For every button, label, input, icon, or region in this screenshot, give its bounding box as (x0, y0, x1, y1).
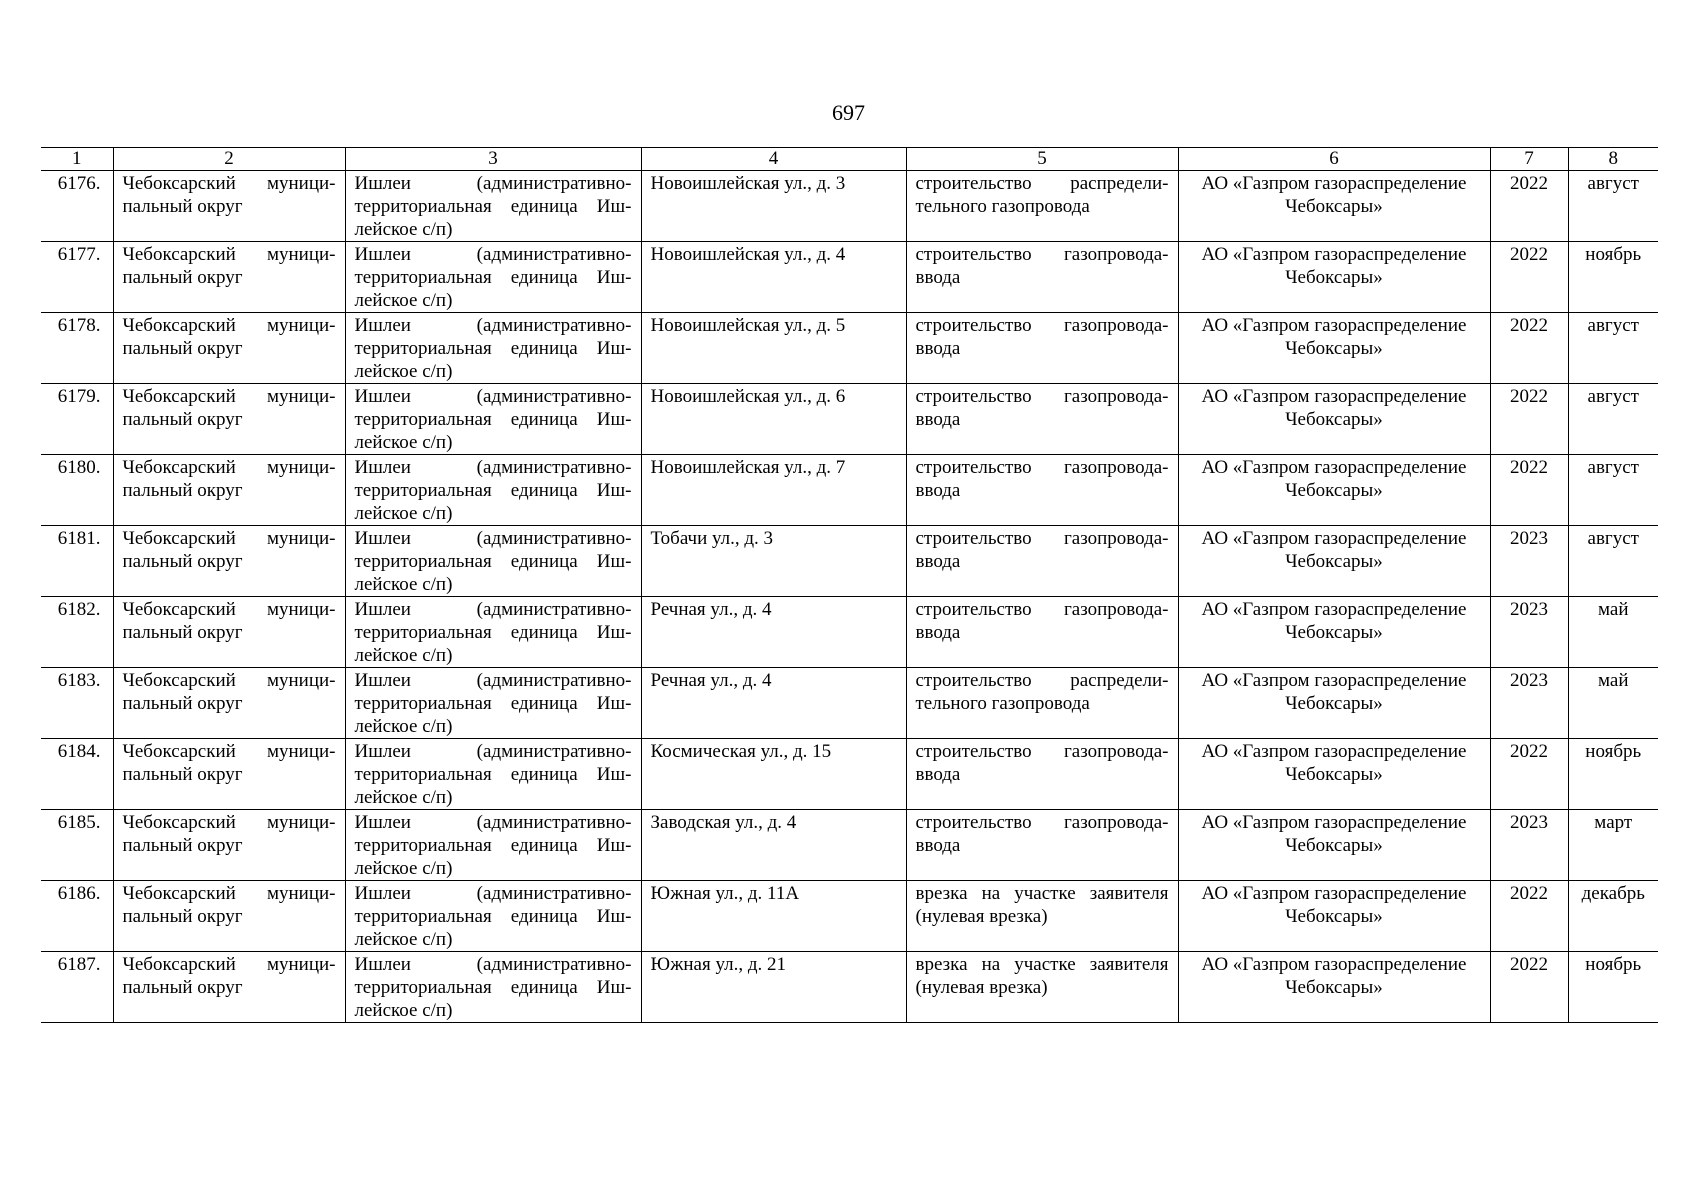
month-cell: май (1568, 597, 1658, 668)
year-cell: 2022 (1490, 881, 1568, 952)
district-cell: Чебоксарский муници-пальный округ (113, 171, 345, 242)
address-cell: Южная ул., д. 11А (641, 881, 906, 952)
row-number-cell: 6185. (41, 810, 113, 881)
organization-cell: АО «Газпром газораспределение Чебоксары» (1178, 810, 1490, 881)
address-cell: Южная ул., д. 21 (641, 952, 906, 1023)
table-body (41, 171, 1658, 1023)
year-cell: 2023 (1490, 597, 1568, 668)
table-header (41, 148, 1658, 171)
table-row (41, 881, 1658, 952)
registry-table (41, 147, 1658, 1023)
table-row (41, 810, 1658, 881)
column-header: 5 (906, 148, 1178, 171)
month-cell: ноябрь (1568, 952, 1658, 1023)
table-row (41, 952, 1658, 1023)
organization-cell: АО «Газпром газораспределение Чебоксары» (1178, 739, 1490, 810)
settlement-cell: Ишлеи (административно-территориальная единица Иш-лейское с/п) (345, 313, 641, 384)
month-cell: август (1568, 384, 1658, 455)
month-cell: август (1568, 171, 1658, 242)
table-row (41, 384, 1658, 455)
table-row (41, 668, 1658, 739)
page-number: 697 (832, 100, 865, 125)
row-number-cell: 6176. (41, 171, 113, 242)
district-cell: Чебоксарский муници-пальный округ (113, 455, 345, 526)
district-cell: Чебоксарский муници-пальный округ (113, 881, 345, 952)
organization-cell: АО «Газпром газораспределение Чебоксары» (1178, 242, 1490, 313)
organization-cell: АО «Газпром газораспределение Чебоксары» (1178, 881, 1490, 952)
work-type-cell: строительство газопровода-ввода (906, 810, 1178, 881)
organization-cell: АО «Газпром газораспределение Чебоксары» (1178, 668, 1490, 739)
district-cell: Чебоксарский муници-пальный округ (113, 597, 345, 668)
settlement-cell: Ишлеи (административно-территориальная единица Иш-лейское с/п) (345, 739, 641, 810)
column-header: 1 (41, 148, 113, 171)
work-type-cell: строительство газопровода-ввода (906, 597, 1178, 668)
district-cell: Чебоксарский муници-пальный округ (113, 526, 345, 597)
district-cell: Чебоксарский муници-пальный округ (113, 739, 345, 810)
year-cell: 2022 (1490, 242, 1568, 313)
column-header: 2 (113, 148, 345, 171)
work-type-cell: врезка на участке заявителя (нулевая врезка) (906, 952, 1178, 1023)
table-row (41, 526, 1658, 597)
year-cell: 2023 (1490, 810, 1568, 881)
work-type-cell: строительство газопровода-ввода (906, 313, 1178, 384)
address-cell: Речная ул., д. 4 (641, 668, 906, 739)
district-cell: Чебоксарский муници-пальный округ (113, 668, 345, 739)
work-type-cell: строительство газопровода-ввода (906, 242, 1178, 313)
year-cell: 2023 (1490, 668, 1568, 739)
table-row (41, 739, 1658, 810)
district-cell: Чебоксарский муници-пальный округ (113, 242, 345, 313)
table-row (41, 171, 1658, 242)
settlement-cell: Ишлеи (административно-территориальная единица Иш-лейское с/п) (345, 242, 641, 313)
table-row (41, 313, 1658, 384)
address-cell: Речная ул., д. 4 (641, 597, 906, 668)
work-type-cell: строительство газопровода-ввода (906, 739, 1178, 810)
organization-cell: АО «Газпром газораспределение Чебоксары» (1178, 313, 1490, 384)
settlement-cell: Ишлеи (административно-территориальная единица Иш-лейское с/п) (345, 455, 641, 526)
organization-cell: АО «Газпром газораспределение Чебоксары» (1178, 597, 1490, 668)
row-number-cell: 6178. (41, 313, 113, 384)
work-type-cell: врезка на участке заявителя (нулевая врезка) (906, 881, 1178, 952)
year-cell: 2022 (1490, 171, 1568, 242)
month-cell: декабрь (1568, 881, 1658, 952)
column-header: 3 (345, 148, 641, 171)
month-cell: март (1568, 810, 1658, 881)
column-header: 7 (1490, 148, 1568, 171)
month-cell: август (1568, 313, 1658, 384)
organization-cell: АО «Газпром газораспределение Чебоксары» (1178, 526, 1490, 597)
work-type-cell: строительство газопровода-ввода (906, 384, 1178, 455)
address-cell: Новоишлейская ул., д. 4 (641, 242, 906, 313)
settlement-cell: Ишлеи (административно-территориальная единица Иш-лейское с/п) (345, 526, 641, 597)
organization-cell: АО «Газпром газораспределение Чебоксары» (1178, 384, 1490, 455)
column-header: 8 (1568, 148, 1658, 171)
year-cell: 2022 (1490, 455, 1568, 526)
address-cell: Заводская ул., д. 4 (641, 810, 906, 881)
month-cell: ноябрь (1568, 242, 1658, 313)
column-header: 6 (1178, 148, 1490, 171)
work-type-cell: строительство газопровода-ввода (906, 455, 1178, 526)
district-cell: Чебоксарский муници-пальный округ (113, 384, 345, 455)
address-cell: Новоишлейская ул., д. 6 (641, 384, 906, 455)
work-type-cell: строительство газопровода-ввода (906, 526, 1178, 597)
row-number-cell: 6184. (41, 739, 113, 810)
year-cell: 2023 (1490, 526, 1568, 597)
header-row (41, 148, 1658, 171)
address-cell: Тобачи ул., д. 3 (641, 526, 906, 597)
year-cell: 2022 (1490, 313, 1568, 384)
organization-cell: АО «Газпром газораспределение Чебоксары» (1178, 455, 1490, 526)
organization-cell: АО «Газпром газораспределение Чебоксары» (1178, 171, 1490, 242)
settlement-cell: Ишлеи (административно-территориальная единица Иш-лейское с/п) (345, 171, 641, 242)
organization-cell: АО «Газпром газораспределение Чебоксары» (1178, 952, 1490, 1023)
column-header: 4 (641, 148, 906, 171)
settlement-cell: Ишлеи (административно-территориальная единица Иш-лейское с/п) (345, 597, 641, 668)
work-type-cell: строительство распредели-тельного газопровода (906, 171, 1178, 242)
row-number-cell: 6183. (41, 668, 113, 739)
row-number-cell: 6177. (41, 242, 113, 313)
year-cell: 2022 (1490, 739, 1568, 810)
month-cell: май (1568, 668, 1658, 739)
row-number-cell: 6180. (41, 455, 113, 526)
table-row (41, 455, 1658, 526)
row-number-cell: 6179. (41, 384, 113, 455)
table-row (41, 597, 1658, 668)
year-cell: 2022 (1490, 384, 1568, 455)
district-cell: Чебоксарский муници-пальный округ (113, 810, 345, 881)
settlement-cell: Ишлеи (административно-территориальная единица Иш-лейское с/п) (345, 952, 641, 1023)
settlement-cell: Ишлеи (административно-территориальная единица Иш-лейское с/п) (345, 668, 641, 739)
settlement-cell: Ишлеи (административно-территориальная единица Иш-лейское с/п) (345, 881, 641, 952)
year-cell: 2022 (1490, 952, 1568, 1023)
row-number-cell: 6182. (41, 597, 113, 668)
district-cell: Чебоксарский муници-пальный округ (113, 313, 345, 384)
month-cell: август (1568, 455, 1658, 526)
address-cell: Космическая ул., д. 15 (641, 739, 906, 810)
address-cell: Новоишлейская ул., д. 7 (641, 455, 906, 526)
table-row (41, 242, 1658, 313)
district-cell: Чебоксарский муници-пальный округ (113, 952, 345, 1023)
work-type-cell: строительство распредели-тельного газопровода (906, 668, 1178, 739)
address-cell: Новоишлейская ул., д. 3 (641, 171, 906, 242)
month-cell: август (1568, 526, 1658, 597)
row-number-cell: 6181. (41, 526, 113, 597)
month-cell: ноябрь (1568, 739, 1658, 810)
address-cell: Новоишлейская ул., д. 5 (641, 313, 906, 384)
row-number-cell: 6187. (41, 952, 113, 1023)
settlement-cell: Ишлеи (административно-территориальная единица Иш-лейское с/п) (345, 810, 641, 881)
settlement-cell: Ишлеи (административно-территориальная единица Иш-лейское с/п) (345, 384, 641, 455)
row-number-cell: 6186. (41, 881, 113, 952)
